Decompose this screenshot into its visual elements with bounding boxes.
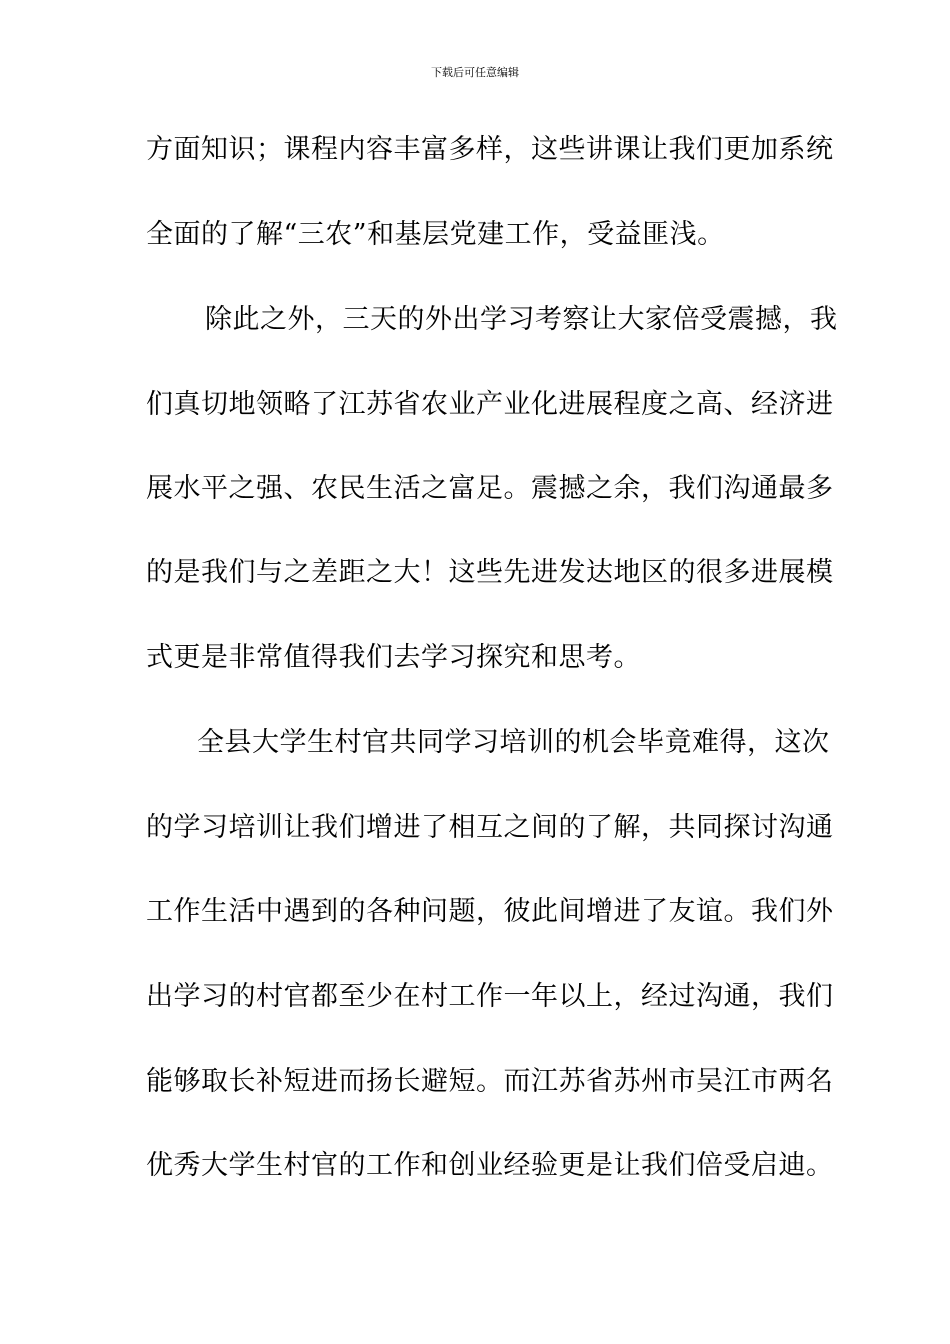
text-line: 的是我们与之差距之大！这些先进发达地区的很多进展模 bbox=[146, 557, 834, 588]
page-header: 下载后可任意编辑 bbox=[431, 66, 519, 79]
text-line: 方面知识；课程内容丰富多样，这些讲课让我们更加系统 bbox=[146, 134, 834, 165]
paragraph-start-line: 全县大学生村官共同学习培训的机会毕竟难得，这次 bbox=[197, 727, 830, 758]
text-line: 优秀大学生村官的工作和创业经验更是让我们倍受启迪。 bbox=[146, 1150, 834, 1181]
text-line: 展水平之强、农民生活之富足。震撼之余，我们沟通最多 bbox=[146, 473, 834, 504]
text-line: 们真切地领略了江苏省农业产业化进展程度之高、经济进 bbox=[146, 389, 834, 420]
text-line: 出学习的村官都至少在村工作一年以上，经过沟通，我们 bbox=[146, 981, 834, 1012]
text-line: 全面的了解“三农”和基层党建工作，受益匪浅。 bbox=[146, 219, 725, 250]
text-line: 工作生活中遇到的各种问题，彼此间增进了友谊。我们外 bbox=[146, 896, 834, 927]
text-line: 式更是非常值得我们去学习探究和思考。 bbox=[146, 642, 641, 673]
paragraph-start-line: 除此之外，三天的外出学习考察让大家倍受震撼，我 bbox=[205, 304, 838, 335]
text-line: 的学习培训让我们增进了相互之间的了解，共同探讨沟通 bbox=[146, 812, 834, 843]
text-line: 能够取长补短进而扬长避短。而江苏省苏州市吴江市两名 bbox=[146, 1066, 834, 1097]
